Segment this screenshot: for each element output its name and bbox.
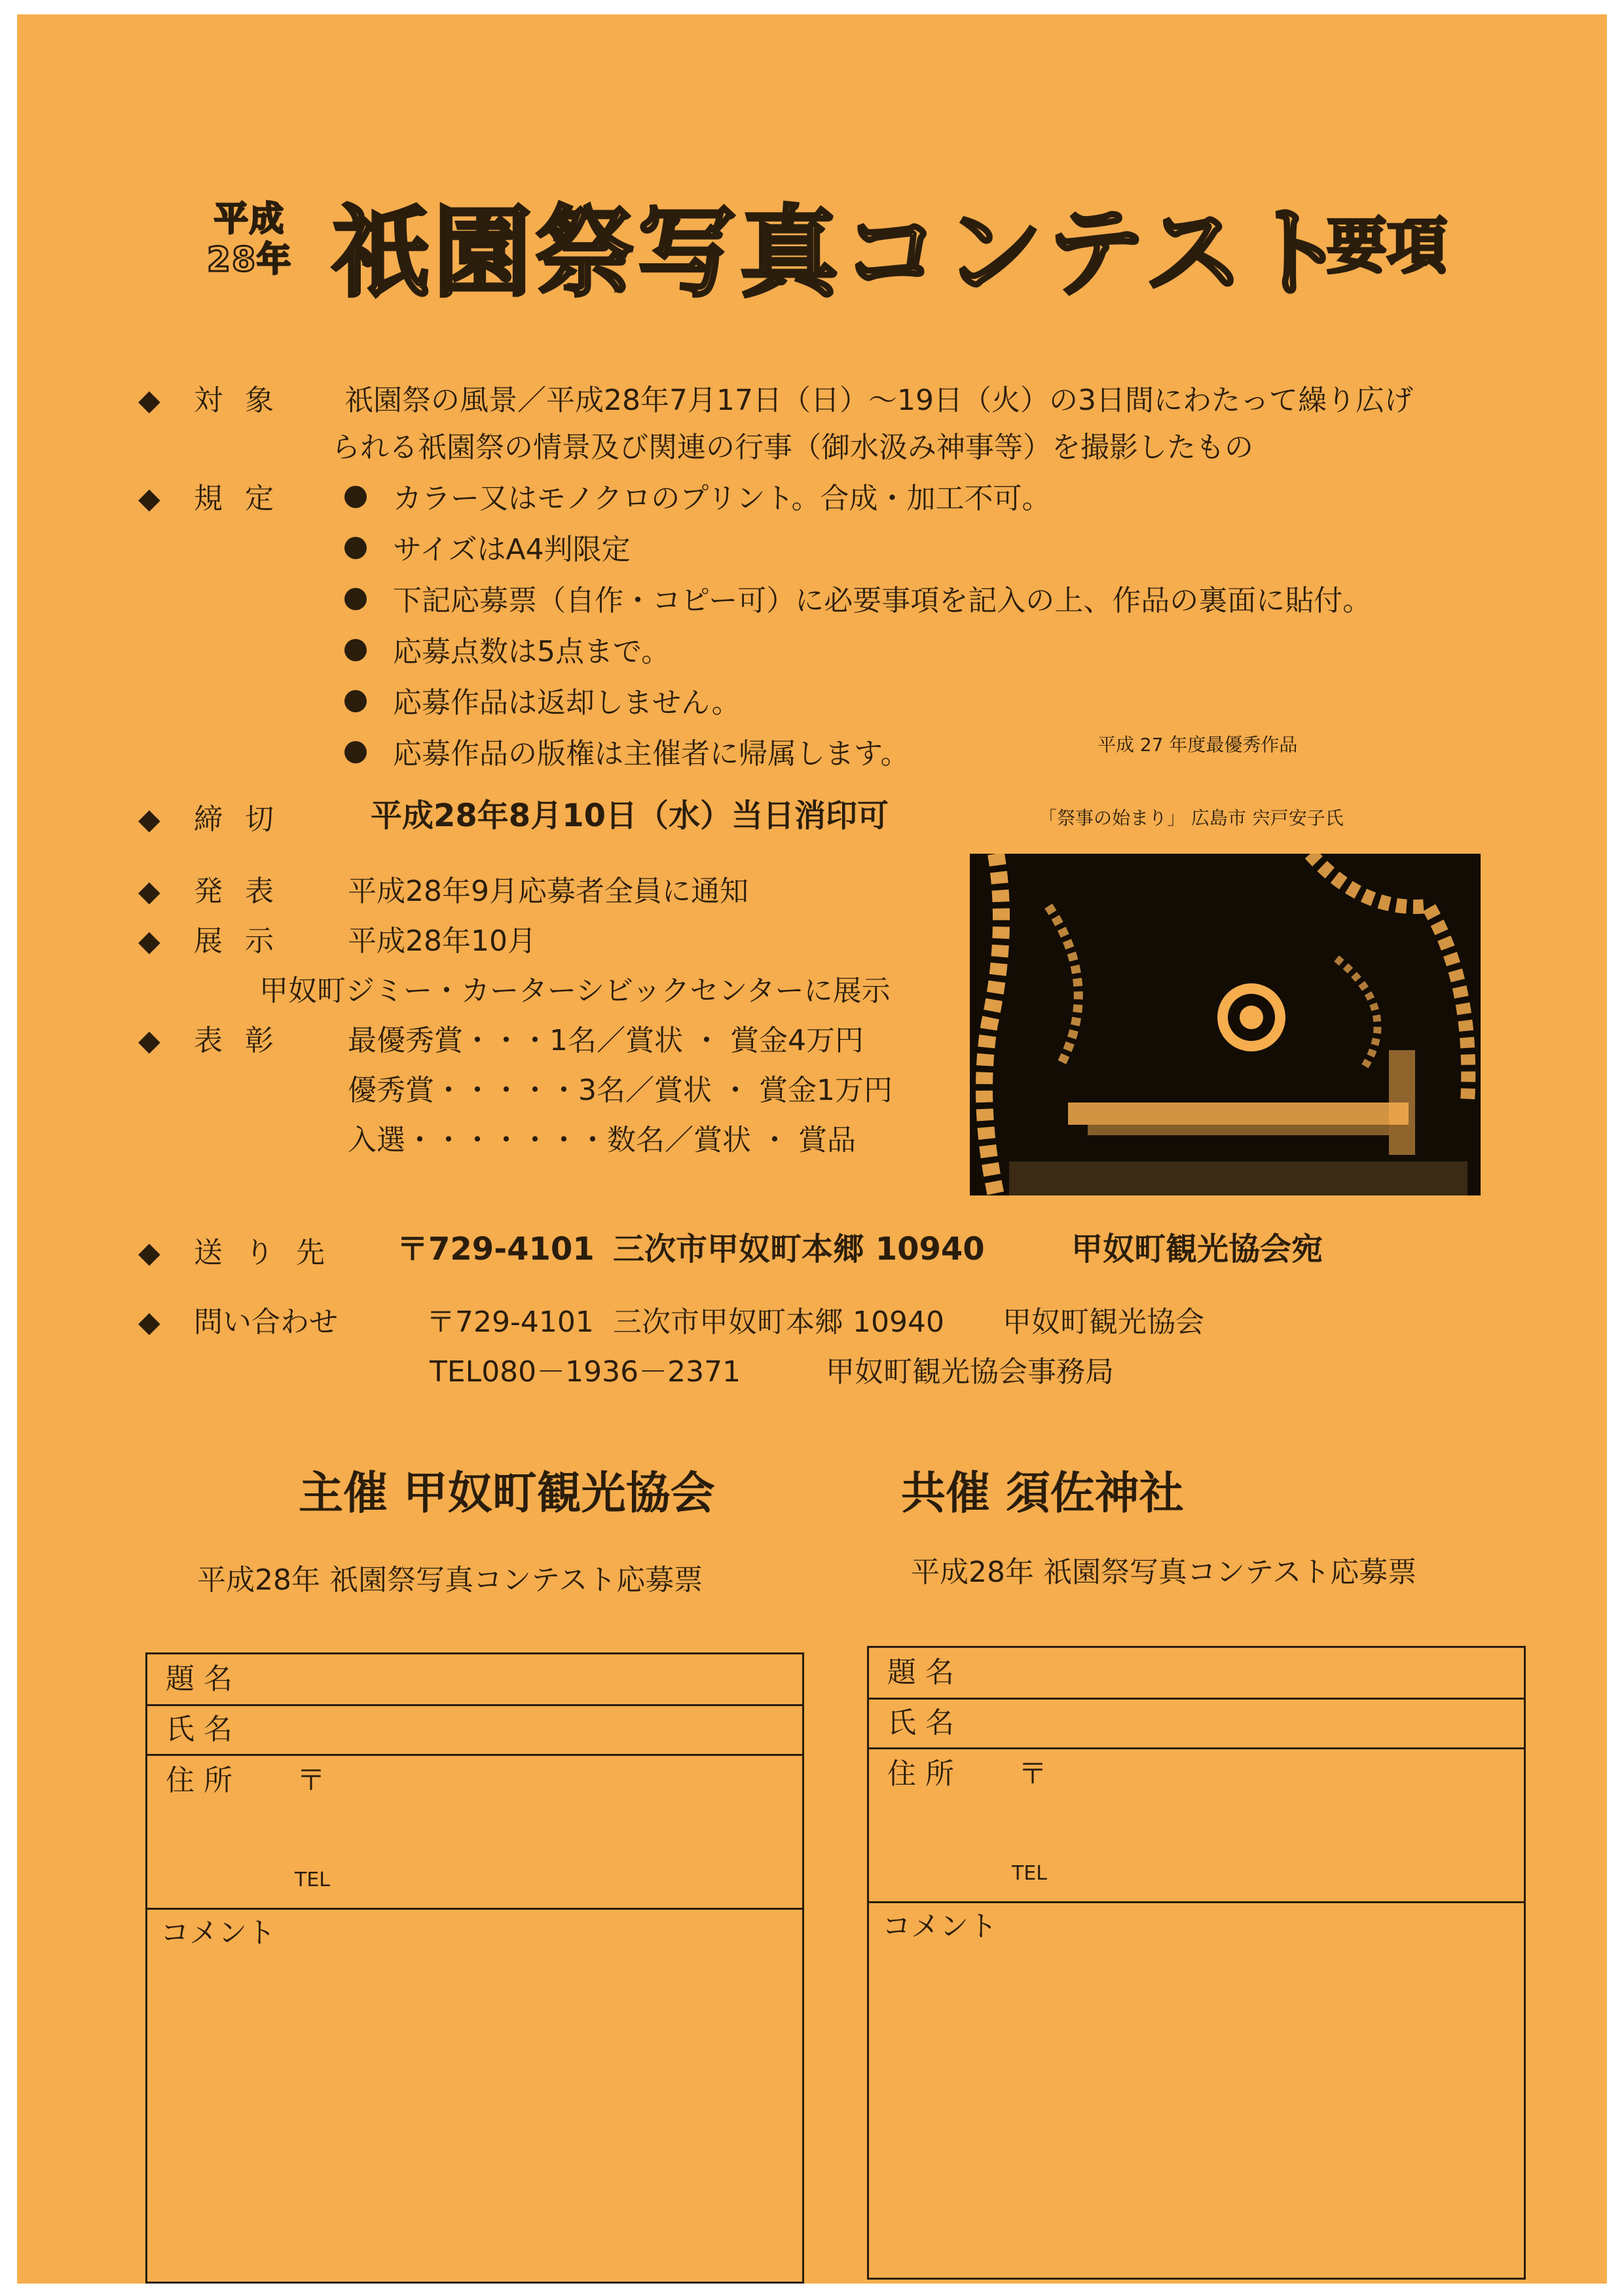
form-row-address[interactable]: 住 所 〒 TEL	[869, 1749, 1524, 1903]
entry-form-left	[145, 1652, 804, 2284]
bullet-icon	[344, 588, 367, 610]
inquiry-org: 甲奴町観光協会	[1003, 1305, 1204, 1339]
tel-label: TEL	[1012, 1862, 1047, 1885]
inquiry-address: 三次市甲奴町本郷 10940	[613, 1305, 944, 1339]
form-heading-right: 平成28年 祇園祭写真コンテスト応募票	[911, 1556, 1417, 1589]
announce-label: 発 表	[194, 875, 280, 908]
sendto-recipient: 甲奴町観光協会宛	[1071, 1231, 1323, 1267]
inquiry-postal: 〒729-4101	[426, 1305, 594, 1339]
diamond-icon: ◆	[138, 1305, 160, 1339]
sendto-label: 送 り 先	[194, 1236, 331, 1269]
era-line1: 平成	[213, 200, 285, 239]
sendto-address: 三次市甲奴町本郷 10940	[613, 1231, 985, 1267]
rule-item: サイズはA4判限定	[344, 530, 1371, 581]
photo-caption-award: 平成 27 年度最優秀作品	[1098, 734, 1298, 756]
award-item: 優秀賞・・・・・3名／賞状 ・ 賞金1万円	[348, 1074, 893, 1107]
sendto-postal: 〒729-4101	[397, 1231, 595, 1267]
page-title: 祇園祭写真コンテスト	[331, 196, 1350, 310]
awards-label: 表 彰	[194, 1024, 280, 1057]
bullet-icon	[344, 741, 367, 763]
bullet-icon	[344, 639, 367, 661]
diamond-icon: ◆	[138, 482, 160, 515]
era-line2: 28年	[206, 240, 293, 280]
form-row-comment[interactable]: コメント	[160, 1916, 276, 1950]
rule-item: カラー又はモノクロのプリント。合成・加工不可。	[344, 479, 1371, 530]
award-item: 最優秀賞・・・1名／賞状 ・ 賞金4万円	[348, 1024, 864, 1057]
flyer-sheet	[17, 14, 1607, 2284]
cohost-organizer: 共催 須佐神社	[901, 1468, 1184, 1520]
form-row-title[interactable]: 題 名	[869, 1648, 1524, 1700]
tel-label: TEL	[295, 1868, 330, 1891]
era-block	[194, 199, 305, 280]
award-item: 入選・・・・・・・数名／賞状 ・ 賞品	[348, 1123, 856, 1157]
deadline-label: 締 切	[194, 803, 280, 836]
photo-caption-title: 「祭事の始まり」 広島市 宍戸安子氏	[1039, 807, 1344, 829]
inquiry-label: 問い合わせ	[194, 1305, 338, 1339]
rules-label: 規 定	[194, 482, 280, 515]
target-line1: 祇園祭の風景／平成28年7月17日（日）～19日（火）の3日間にわたって繰り広げ	[344, 384, 1413, 417]
diamond-icon: ◆	[138, 803, 160, 836]
announce-value: 平成28年9月応募者全員に通知	[348, 875, 748, 908]
target-line2: られる祇園祭の情景及び関連の行事（御水汲み神事等）を撮影したもの	[331, 431, 1253, 464]
title-suffix: 要項	[1327, 211, 1448, 282]
postal-mark: 〒	[297, 1764, 325, 1797]
exhibit-line2: 甲奴町ジミー・カーターシビックセンターに展示	[259, 974, 891, 1008]
form-row-address[interactable]: 住 所 〒 TEL	[147, 1756, 802, 1910]
postal-mark: 〒	[1018, 1757, 1047, 1791]
form-heading-left: 平成28年 祇園祭写真コンテスト応募票	[197, 1563, 703, 1597]
host-organizer: 主催 甲奴町観光協会	[299, 1468, 715, 1520]
diamond-icon: ◆	[138, 1236, 160, 1269]
deadline-value: 平成28年8月10日（水）当日消印可	[371, 797, 889, 834]
photo-illustration	[970, 854, 1481, 1195]
diamond-icon: ◆	[138, 384, 160, 417]
bullet-icon	[344, 690, 367, 712]
inquiry-tel: TEL080－1936－2371	[430, 1355, 741, 1389]
form-row-name[interactable]: 氏 名	[869, 1700, 1524, 1749]
diamond-icon: ◆	[138, 924, 160, 958]
form-row-title[interactable]: 題 名	[147, 1654, 802, 1706]
diamond-icon: ◆	[138, 875, 160, 908]
bullet-icon	[344, 537, 367, 559]
bullet-icon	[344, 486, 367, 508]
rule-item: 下記応募票（自作・コピー可）に必要事項を記入の上、作品の裏面に貼付。	[344, 581, 1371, 632]
winning-photo	[970, 854, 1481, 1195]
form-row-name[interactable]: 氏 名	[147, 1706, 802, 1756]
entry-form-right	[867, 1646, 1526, 2280]
diamond-icon: ◆	[138, 1024, 160, 1057]
target-label: 対 象	[194, 384, 280, 417]
form-row-comment[interactable]: コメント	[882, 1910, 997, 1943]
rule-item: 応募点数は5点まで。	[344, 632, 1371, 683]
inquiry-office: 甲奴町観光協会事務局	[826, 1355, 1114, 1389]
rule-item: 応募作品の版権は主催者に帰属します。	[344, 735, 1371, 786]
exhibit-line1: 平成28年10月	[348, 924, 536, 958]
exhibit-label: 展 示	[194, 924, 280, 958]
rule-item: 応募作品は返却しません。	[344, 683, 1371, 735]
